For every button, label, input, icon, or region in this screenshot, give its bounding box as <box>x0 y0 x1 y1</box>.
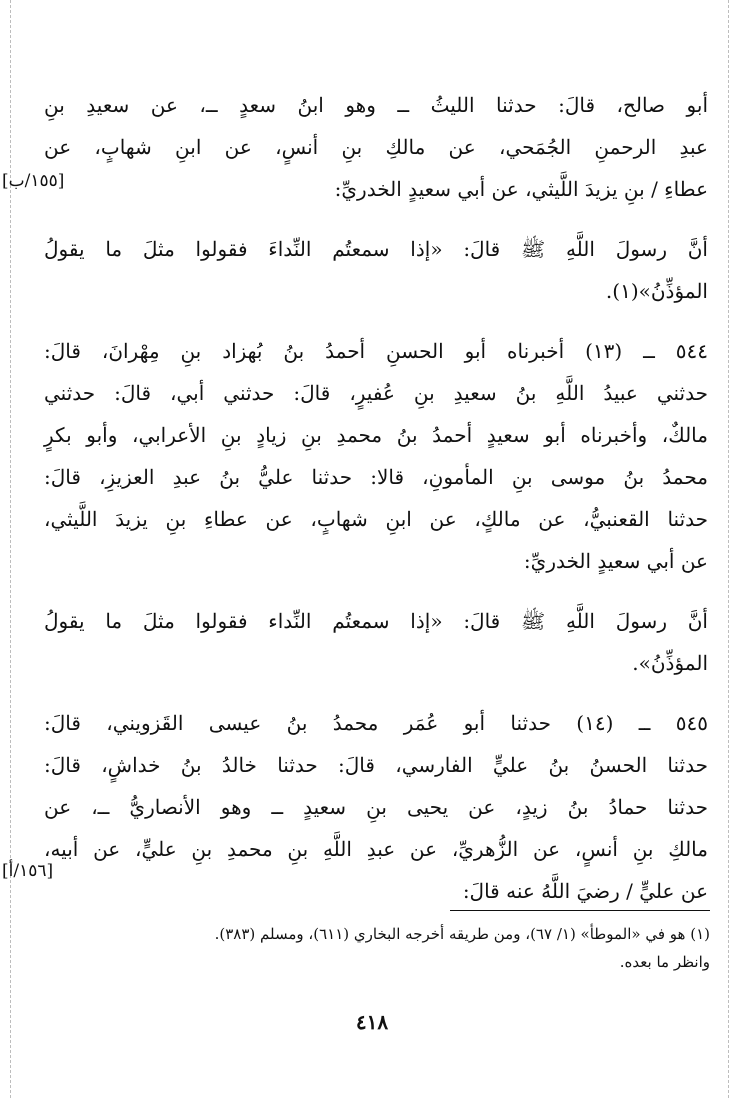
margin-note-folio: [١٥٥/ب] <box>2 171 65 191</box>
text-line: عن أبي سعيدٍ الخدريِّ: <box>523 549 708 573</box>
footnote-line: (١) هو في «الموطأ» (١/ ٦٧)، ومن طريقه أخرجه البخاري (٦١١)، ومسلم (٣٨٣). <box>214 925 710 943</box>
page-number: ٤١٨ <box>355 1010 389 1034</box>
text-line: محمدُ بنُ موسى بنِ المأمونِ، قالا: حدثنا عليُّ بنُ عبدِ العزيزِ، قالَ: <box>44 465 708 489</box>
footnotes <box>44 920 710 976</box>
text-line: مالكٌ، وأخبرناه أبو سعيدٍ أحمدُ بنُ محمدِ بنِ زيادٍ بنِ الأعرابي، وأبو بكرٍ <box>44 423 708 447</box>
paragraph <box>44 702 708 912</box>
text-line: حدثنا حمادُ بنُ زيدٍ، عن يحيى بنِ سعيدٍ ــ وهو الأنصاريُّ ــ، عن <box>44 795 708 819</box>
paragraph <box>44 228 708 312</box>
text-line: أبو صالح، قالَ: حدثنا الليثُ ــ وهو ابنُ سعدٍ ــ، عن سعيدِ بنِ <box>44 93 708 117</box>
text-line: عبدِ الرحمنِ الجُمَحي، عن مالكِ بنِ أنسٍ، عن ابنِ شهابٍ، عن <box>44 135 708 159</box>
paragraph <box>44 330 708 582</box>
text-line: المؤذِّنُ». <box>632 651 708 675</box>
paragraph <box>44 600 708 684</box>
text-line: عطاءِ / بنِ يزيدَ اللَّيثي، عن أبي سعيدٍ الخدريِّ: <box>334 177 708 201</box>
text-line: حدثنا القعنبيُّ، عن مالكٍ، عن ابنِ شهابٍ، عن عطاءِ بنِ يزيدَ اللَّيثي، <box>44 507 708 531</box>
text-line: عن عليٍّ / رضيَ اللَّهُ عنه قالَ: <box>462 879 708 903</box>
footnote-line: وانظر ما بعده. <box>619 953 710 971</box>
text-line: حدثنا الحسنُ بنُ عليٍّ الفارسي، قالَ: حدثنا خالدُ بنُ خداشٍ، قالَ: <box>44 753 708 777</box>
page-body <box>44 84 708 912</box>
text-line: أنَّ رسولَ اللَّهِ ﷺ قالَ: «إذا سمعتُم النِّداءَ فقولوا مثلَ ما يقولُ <box>44 237 708 261</box>
left-margin-guide <box>10 0 11 1098</box>
text-line: المؤذِّنُ»(١). <box>605 279 708 303</box>
paragraph <box>44 84 708 210</box>
text-line: أنَّ رسولَ اللَّهِ ﷺ قالَ: «إذا سمعتُم النِّداء فقولوا مثلَ ما يقولُ <box>44 609 708 633</box>
footnote-divider <box>450 910 710 911</box>
text-line: ٥٤٤ ــ (١٣) أخبرناه أبو الحسنِ أحمدُ بنُ بُهزاد بنِ مِهْرانَ، قالَ: <box>44 339 708 363</box>
right-margin-guide <box>728 0 729 1098</box>
text-line: ٥٤٥ ــ (١٤) حدثنا أبو عُمَر محمدُ بنُ عيسى القَزويني، قالَ: <box>44 711 708 735</box>
margin-note-folio: [١٥٦/أ] <box>2 861 54 881</box>
text-line: مالكِ بنِ أنسٍ، عن الزُّهريِّ، عن عبدِ اللَّهِ بنِ محمدِ بنِ عليٍّ، عن أبيه، <box>44 837 708 861</box>
text-line: حدثني عبيدُ اللَّهِ بنُ سعيدِ بنِ عُفيرٍ، قالَ: حدثني أبي، قالَ: حدثني <box>44 381 708 405</box>
